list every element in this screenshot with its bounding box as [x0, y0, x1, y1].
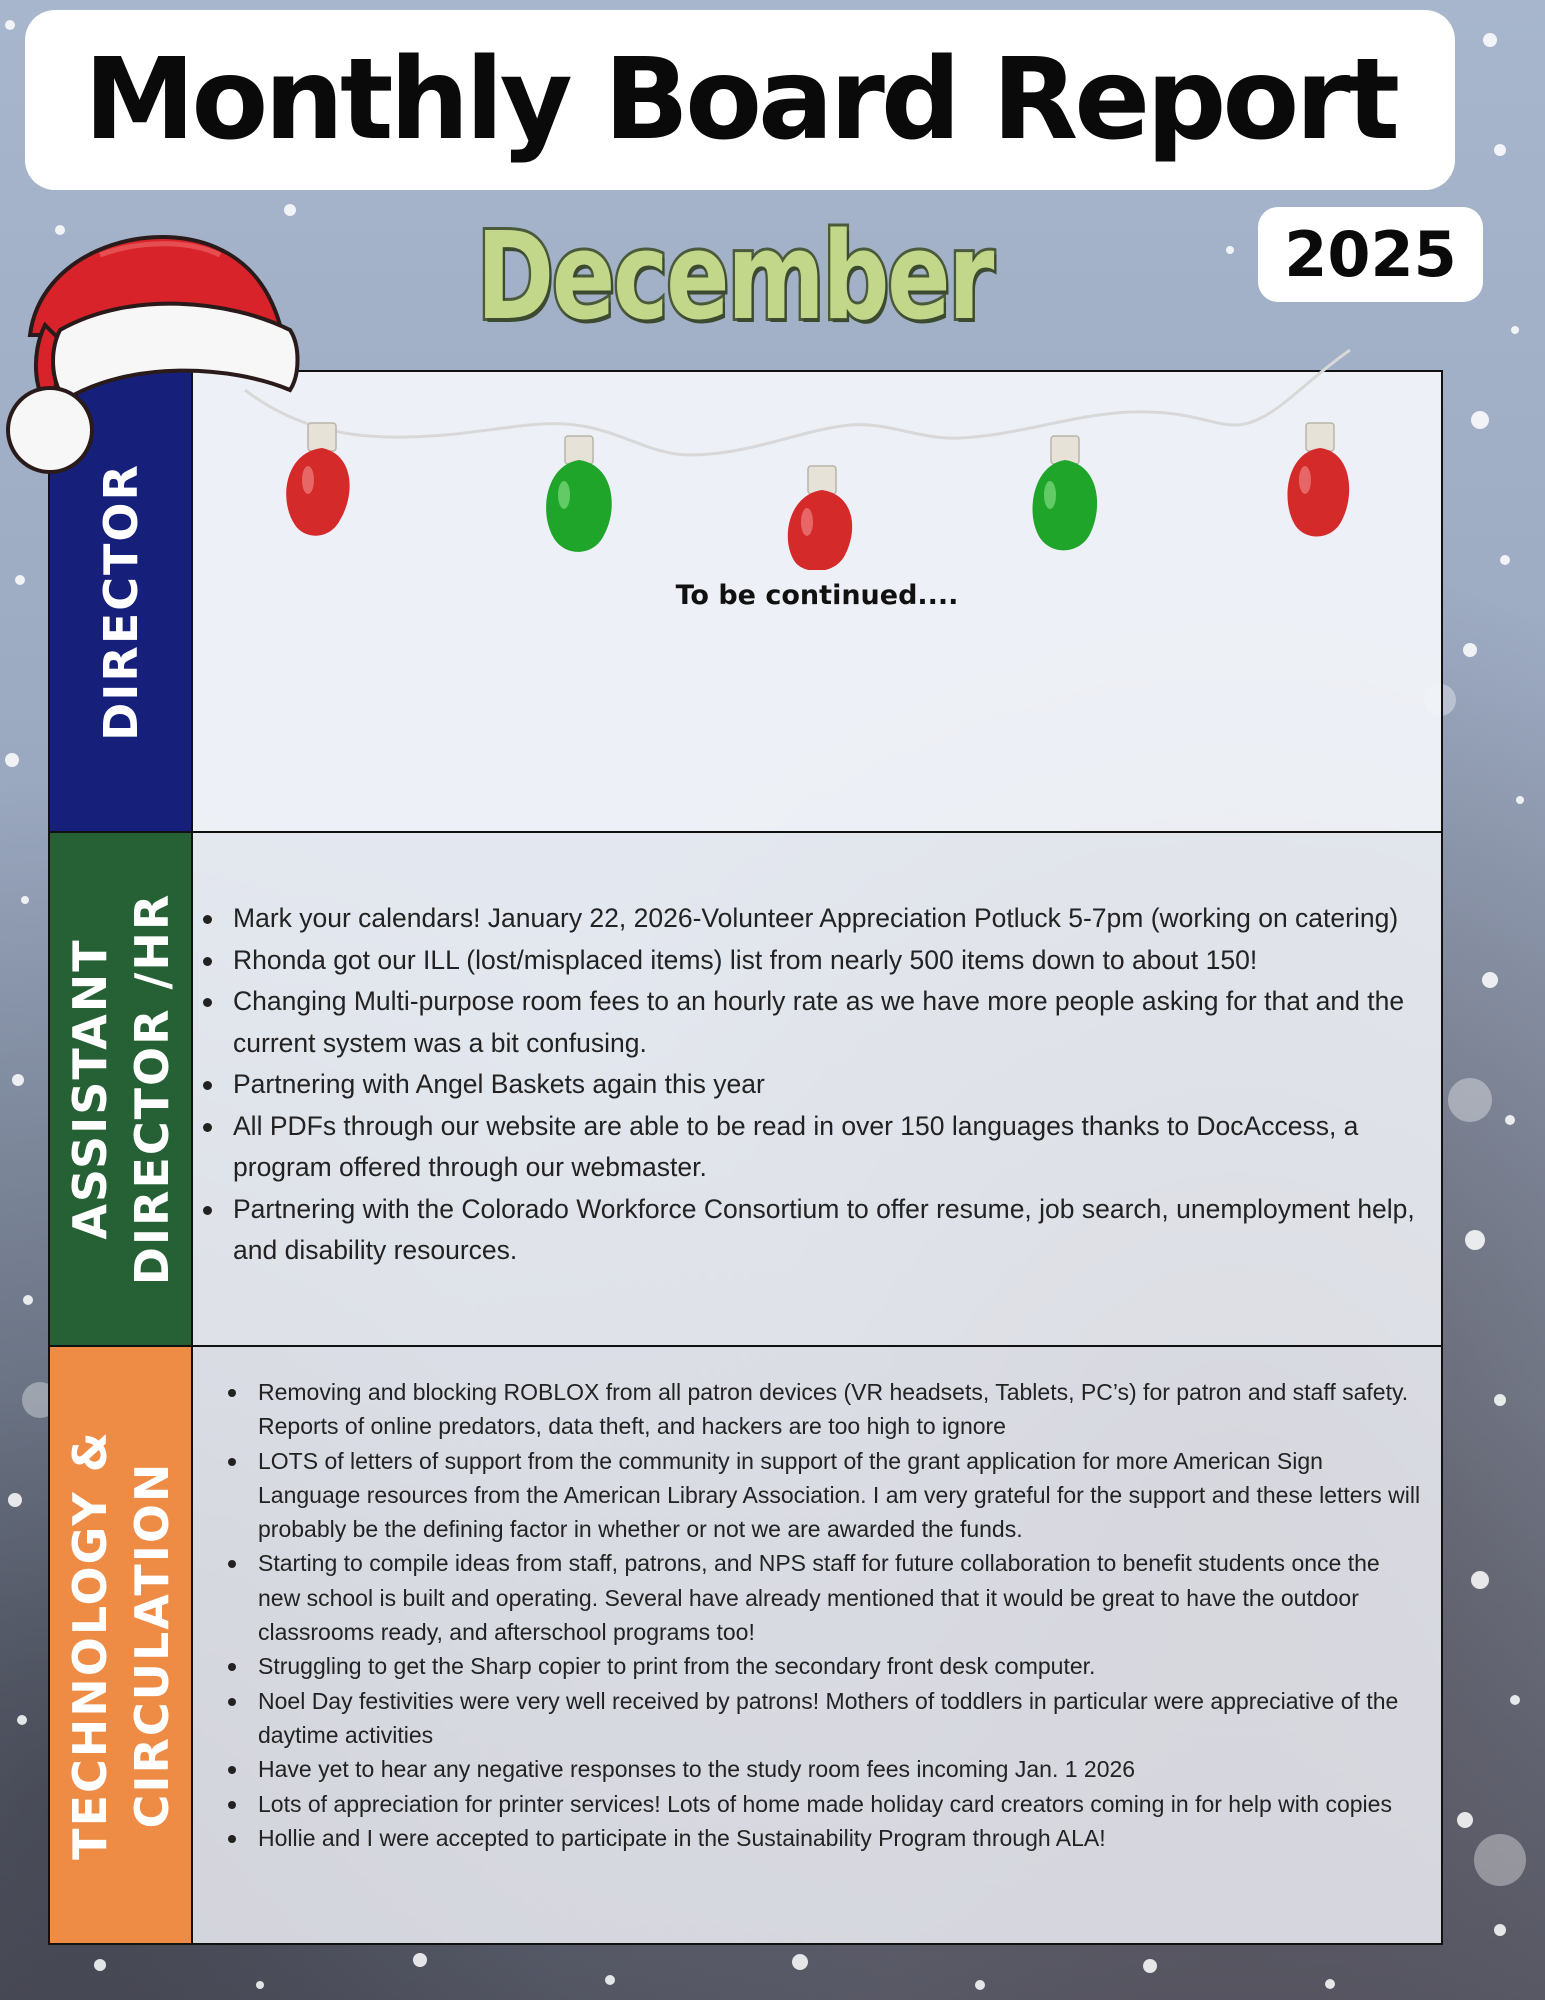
report-title: Monthly Board Report: [83, 35, 1397, 165]
assistant-director-content: [193, 833, 1441, 1345]
list-item: LOTS of letters of support from the community in support of the grant application for more American Sign Language resources from the American Library Association. I am very grateful for the support and these letters will probably be the defining factor in whether or not we are awarded the funds.: [218, 1444, 1427, 1547]
assistant-director-label: [50, 833, 193, 1345]
tech-circulation-label: [50, 1347, 193, 1943]
list-item: Partnering with the Colorado Workforce Consortium to offer resume, job search, unemployment help, and disability resources.: [193, 1189, 1433, 1272]
list-item: Struggling to get the Sharp copier to print from the secondary front desk computer.: [218, 1649, 1427, 1683]
year-text: 2025: [1284, 218, 1457, 291]
director-content: [193, 372, 1441, 831]
list-item: All PDFs through our website are able to be read in over 150 languages thanks to DocAccess, a program offered through our webmaster.: [193, 1106, 1433, 1189]
director-label-text: DIRECTOR: [93, 462, 148, 741]
list-item: Removing and blocking ROBLOX from all patron devices (VR headsets, Tablets, PC’s) for patron and staff safety. Reports of online predators, data theft, and hackers are too high to ignore: [218, 1375, 1427, 1444]
tech-circulation-section: [50, 1347, 1441, 1943]
tech-label-line-2: CIRCULATION: [124, 1461, 179, 1829]
title-banner: [25, 10, 1455, 190]
list-item: Noel Day festivities were very well received by patrons! Mothers of toddlers in particular were appreciative of the daytime activities: [218, 1684, 1427, 1753]
director-message: To be continued....: [675, 580, 959, 611]
assistant-label-line-1: ASSISTANT: [62, 938, 117, 1240]
list-item: Have yet to hear any negative responses to the study room fees incoming Jan. 1 2026: [218, 1752, 1427, 1786]
list-item: Partnering with Angel Baskets again this year: [193, 1064, 1433, 1106]
tech-label-line-1: TECHNOLOGY &: [62, 1430, 117, 1860]
list-item: Mark your calendars! January 22, 2026-Volunteer Appreciation Potluck 5-7pm (working on catering): [193, 898, 1433, 940]
assistant-label-line-2: DIRECTOR /HR: [124, 892, 179, 1286]
month-heading: December: [476, 208, 993, 347]
list-item: Hollie and I were accepted to participate in the Sustainability Program through ALA!: [218, 1821, 1427, 1855]
year-badge: [1258, 207, 1483, 302]
list-item: Starting to compile ideas from staff, patrons, and NPS staff for future collaboration to benefit students once the new school is built and operating. Several have already mentioned that it would be great to have the outdoor classrooms ready, and afterschool programs too!: [218, 1546, 1427, 1649]
assistant-director-section: [50, 833, 1441, 1347]
report-table: [48, 370, 1443, 1945]
assistant-bullet-list: [193, 898, 1433, 1272]
tech-circulation-content: [193, 1347, 1441, 1943]
santa-hat-icon: [0, 215, 310, 500]
list-item: Lots of appreciation for printer services! Lots of home made holiday card creators coming in for help with copies: [218, 1787, 1427, 1821]
list-item: Changing Multi-purpose room fees to an hourly rate as we have more people asking for that and the current system was a bit confusing.: [193, 981, 1433, 1064]
list-item: Rhonda got our ILL (lost/misplaced items) list from nearly 500 items down to about 150!: [193, 940, 1433, 982]
tech-bullet-list: [218, 1375, 1427, 1855]
